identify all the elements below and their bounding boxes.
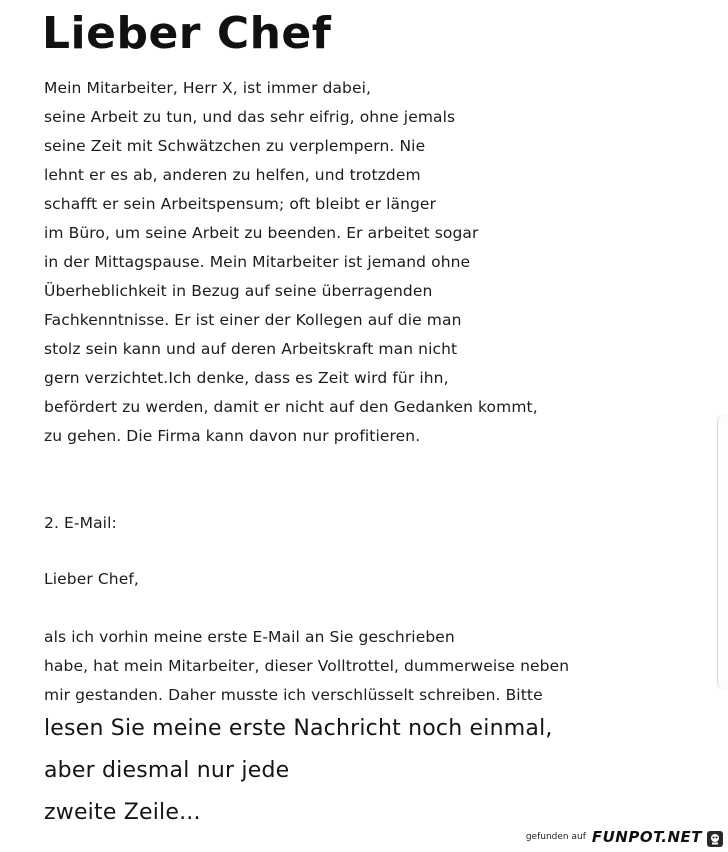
email-1-line: in der Mittagspause. Mein Mitarbeiter ist jemand ohne xyxy=(44,253,471,271)
watermark-brand: FUNPOT.NET xyxy=(591,828,702,846)
email-2-emphasis-line: aber diesmal nur jede xyxy=(44,758,290,783)
email-1-line: Mein Mitarbeiter, Herr X, ist immer dabei, xyxy=(44,79,372,97)
scroll-edge-hint xyxy=(717,414,728,690)
page-title: Lieber Chef xyxy=(42,8,332,59)
email-2-line: mir gestanden. Daher musste ich verschlüsselt schreiben. Bitte xyxy=(44,686,543,704)
email-1-line: seine Arbeit zu tun, und das sehr eifrig, ohne jemals xyxy=(44,108,456,126)
email-1-line: lehnt er es ab, anderen zu helfen, und trotzdem xyxy=(44,166,421,184)
email-1-line: stolz sein kann und auf deren Arbeitskraft man nicht xyxy=(44,340,458,358)
email-1-line: befördert zu werden, damit er nicht auf den Gedanken kommt, xyxy=(44,398,538,416)
email-2-line: als ich vorhin meine erste E-Mail an Sie geschrieben xyxy=(44,628,455,646)
email-1-line: schafft er sein Arbeitspensum; oft bleibt er länger xyxy=(44,195,437,213)
email-2-greeting: Lieber Chef, xyxy=(44,570,139,588)
email-1-line: zu gehen. Die Firma kann davon nur profitieren. xyxy=(44,427,421,445)
funpot-logo-icon xyxy=(706,830,724,848)
watermark-prefix: gefunden auf xyxy=(525,832,586,842)
email-1-line: seine Zeit mit Schwätzchen zu verplempern. Nie xyxy=(44,137,426,155)
email-1-line: Überheblichkeit in Bezug auf seine überragenden xyxy=(44,282,433,300)
email-2-emphasis-line: zweite Zeile... xyxy=(44,800,201,825)
email-1-line: gern verzichtet.Ich denke, dass es Zeit wird für ihn, xyxy=(44,369,449,387)
email-1-line: Fachkenntnisse. Er ist einer der Kollegen auf die man xyxy=(44,311,462,329)
email-2-line: habe, hat mein Mitarbeiter, dieser Volltrottel, dummerweise neben xyxy=(44,657,570,675)
email-2-emphasis-line: lesen Sie meine erste Nachricht noch einmal, xyxy=(44,716,553,741)
watermark xyxy=(526,828,702,846)
email-1-line: im Büro, um seine Arbeit zu beenden. Er arbeitet sogar xyxy=(44,224,479,242)
email-2-heading: 2. E-Mail: xyxy=(44,514,117,532)
